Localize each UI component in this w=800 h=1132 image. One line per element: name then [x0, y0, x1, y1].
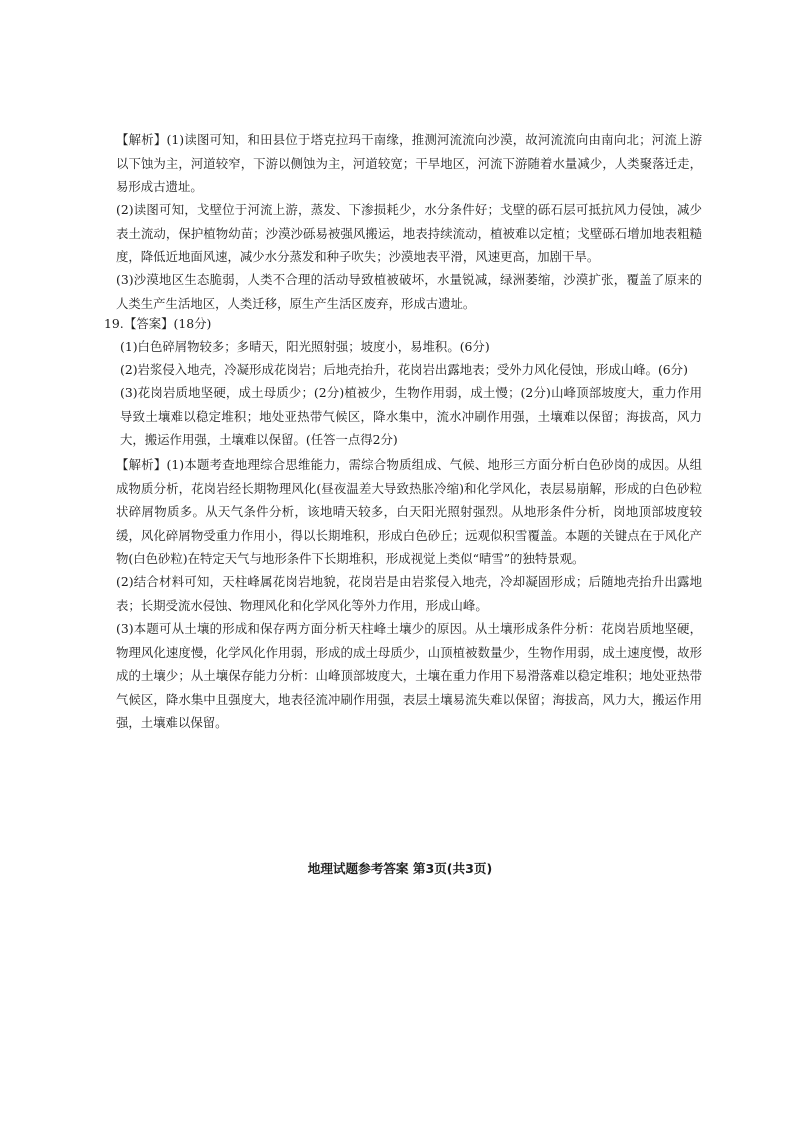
analysis-18-p3	[116, 268, 702, 315]
analysis-18-p2	[116, 198, 702, 269]
paragraph: (3)沙漠地区生态脆弱，人类不合理的活动导致植被破坏，水量锐减，绿洲萎缩，沙漠扩张，覆盖了原来的人类生产生活地区，人类迁移，原生产生活区废弃，形成古遗址。	[116, 272, 702, 311]
analysis-19-p3	[116, 617, 702, 735]
analysis-19-p2	[116, 570, 702, 617]
answer-1-text: (1)白色碎屑物较多；多晴天，阳光照射强；坡度小，易堆积。(6分)	[120, 339, 490, 354]
analysis-18-p1	[116, 128, 702, 199]
page-footer: 地理试题参考答案 第3页(共3页)	[307, 861, 493, 876]
answer-3	[120, 381, 702, 452]
paragraph: 【解析】(1)读图可知，和田县位于塔克拉玛干南缘，推测河流流向沙漠，故河流流向由南向北；河流上游以下蚀为主，河道较窄，下游以侧蚀为主，河道较宽；干旱地区，河流下游随着水量减少，人类聚落迁走，易形成古遗址。	[116, 132, 702, 194]
paragraph: (2)读图可知，戈壁位于河流上游，蒸发、下渗损耗少，水分条件好；戈壁的砾石层可抵抗风力侵蚀，减少表土流动，保护植物幼苗；沙漠沙砾易被强风搬运，地表持续流动，植被难以定植；戈壁砾石增加地表粗糙度，降低近地面风速，减少水分蒸发和种子吹失；沙漠地表平滑，风速更高，加剧干旱。	[116, 202, 702, 264]
paragraph: (3)本题可从土壤的形成和保存两方面分析天柱峰土壤少的原因。从土壤形成条件分析：花岗岩质地坚硬，物理风化速度慢，化学风化作用弱，形成的成土母质少，山顶植被数量少，生物作用弱，成土速度慢，故形成的土壤少；从土壤保存能力分析：山峰顶部坡度大，土壤在重力作用下易滑落难以稳定堆积；地处亚热带气候区，降水集中且强度大，地表径流冲刷作用强，表层土壤易流失难以保留；海拔高，风力大，搬运作用强，土壤难以保留。	[116, 621, 702, 730]
answer-3-text: (3)花岗岩质地坚硬，成土母质少；(2分)植被少，生物作用弱，成土慢；(2分)山峰顶部坡度大，重力作用导致土壤难以稳定堆积；地处亚热带气候区，降水集中，流水冲刷作用强，土壤难以保留；海拔高，风力大，搬运作用强，土壤难以保留。(任答一点得2分)	[120, 385, 702, 447]
answer-2-text: (2)岩浆侵入地壳，冷凝形成花岗岩；后地壳抬升，花岗岩出露地表；受外力风化侵蚀，形成山峰。(6分)	[120, 362, 688, 377]
analysis-19-p1	[116, 453, 702, 571]
answer-1	[120, 335, 702, 359]
answer-header-text: 【答案】(18分)	[124, 316, 212, 331]
answer-header	[124, 312, 702, 336]
answer-2	[120, 358, 702, 382]
paragraph: (2)结合材料可知，天柱峰属花岗岩地貌，花岗岩是由岩浆侵入地壳，冷却凝固形成；后随地壳抬升出露地表；长期受流水侵蚀、物理风化和化学风化等外力作用，形成山峰。	[116, 574, 702, 613]
paragraph: 【解析】(1)本题考查地理综合思维能力，需综合物质组成、气候、地形三方面分析白色砂岗的成因。从组成物质分析，花岗岩经长期物理风化(昼夜温差大导致热胀冷缩)和化学风化，表层易崩解，形成的白色砂粒状碎屑物质多。从天气条件分析，该地晴天较多，白天阳光照射强烈。从地形条件分析，岗地顶部坡度较缓，风化碎屑物受重力作用小，得以长期堆积，形成白色砂丘；远观似积雪覆盖。本题的关键点在于风化产物(白色砂粒)在特定天气与地形条件下长期堆积，形成视觉上类似“晴雪”的独特景观。	[116, 457, 702, 566]
question-number: 19.	[104, 316, 124, 331]
